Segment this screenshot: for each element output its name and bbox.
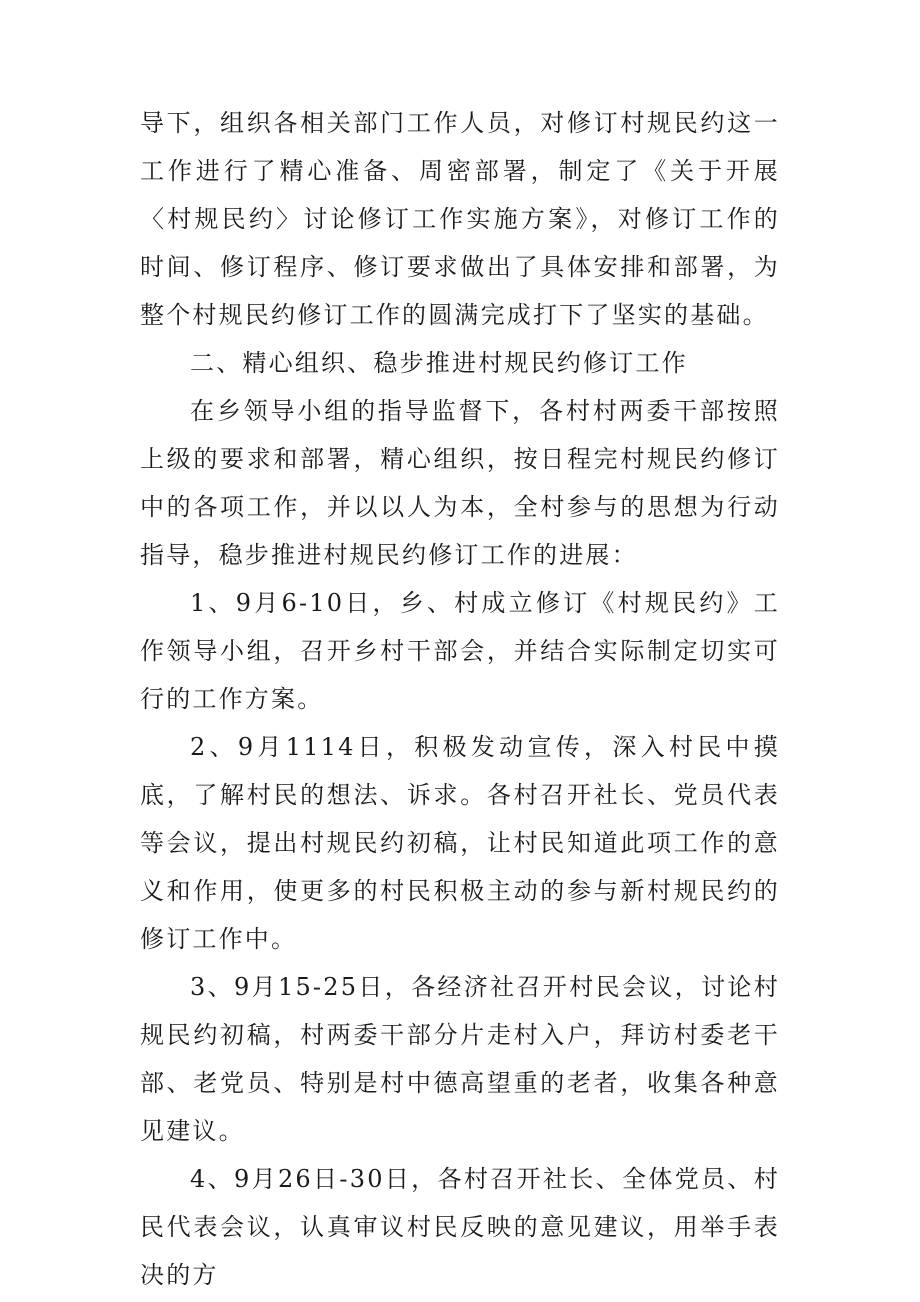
paragraph-item-2: 2、9月1114日，积极发动宣传，深入村民中摸底，了解村民的想法、诉求。各村召开社长、党员代表等会议，提出村规民约初稿，让村民知道此项工作的意义和作用，使更多的村民积极主动的参与新村规民约的修订工作中。 (140, 733, 780, 953)
paragraph-item-3: 3、9月15-25日，各经济社召开村民会议，讨论村规民约初稿，村两委干部分片走村入户，拜访村委老干部、老党员、特别是村中德高望重的老者，收集各种意见建议。 (140, 973, 780, 1145)
paragraph-item-1: 1、9月6-10日，乡、村成立修订《村规民约》工作领导小组，召开乡村干部会，并结合实际制定切实可行的工作方案。 (140, 589, 780, 713)
paragraph-intro: 在乡领导小组的指导监督下，各村村两委干部按照上级的要求和部署，精心组织，按日程完村规民约修订中的各项工作，并以以人为本，全村参与的思想为行动指导，稳步推进村规民约修订工作的进展： (140, 397, 780, 569)
paragraph-item-4: 4、9月26日-30日，各村召开社长、全体党员、村民代表会议，认真审议村民反映的意见建议，用举手表决的方 (140, 1165, 780, 1289)
section-heading: 二、精心组织、稳步推进村规民约修订工作 (190, 349, 688, 377)
document-page (140, 99, 780, 1299)
paragraph-continuation: 导下，组织各相关部门工作人员，对修订村规民约这一工作进行了精心准备、周密部署，制定了《关于开展〈村规民约〉讨论修订工作实施方案》，对修订工作的时间、修订程序、修订要求做出了具体安排和部署，为整个村规民约修订工作的圆满完成打下了坚实的基础。 (140, 109, 780, 329)
